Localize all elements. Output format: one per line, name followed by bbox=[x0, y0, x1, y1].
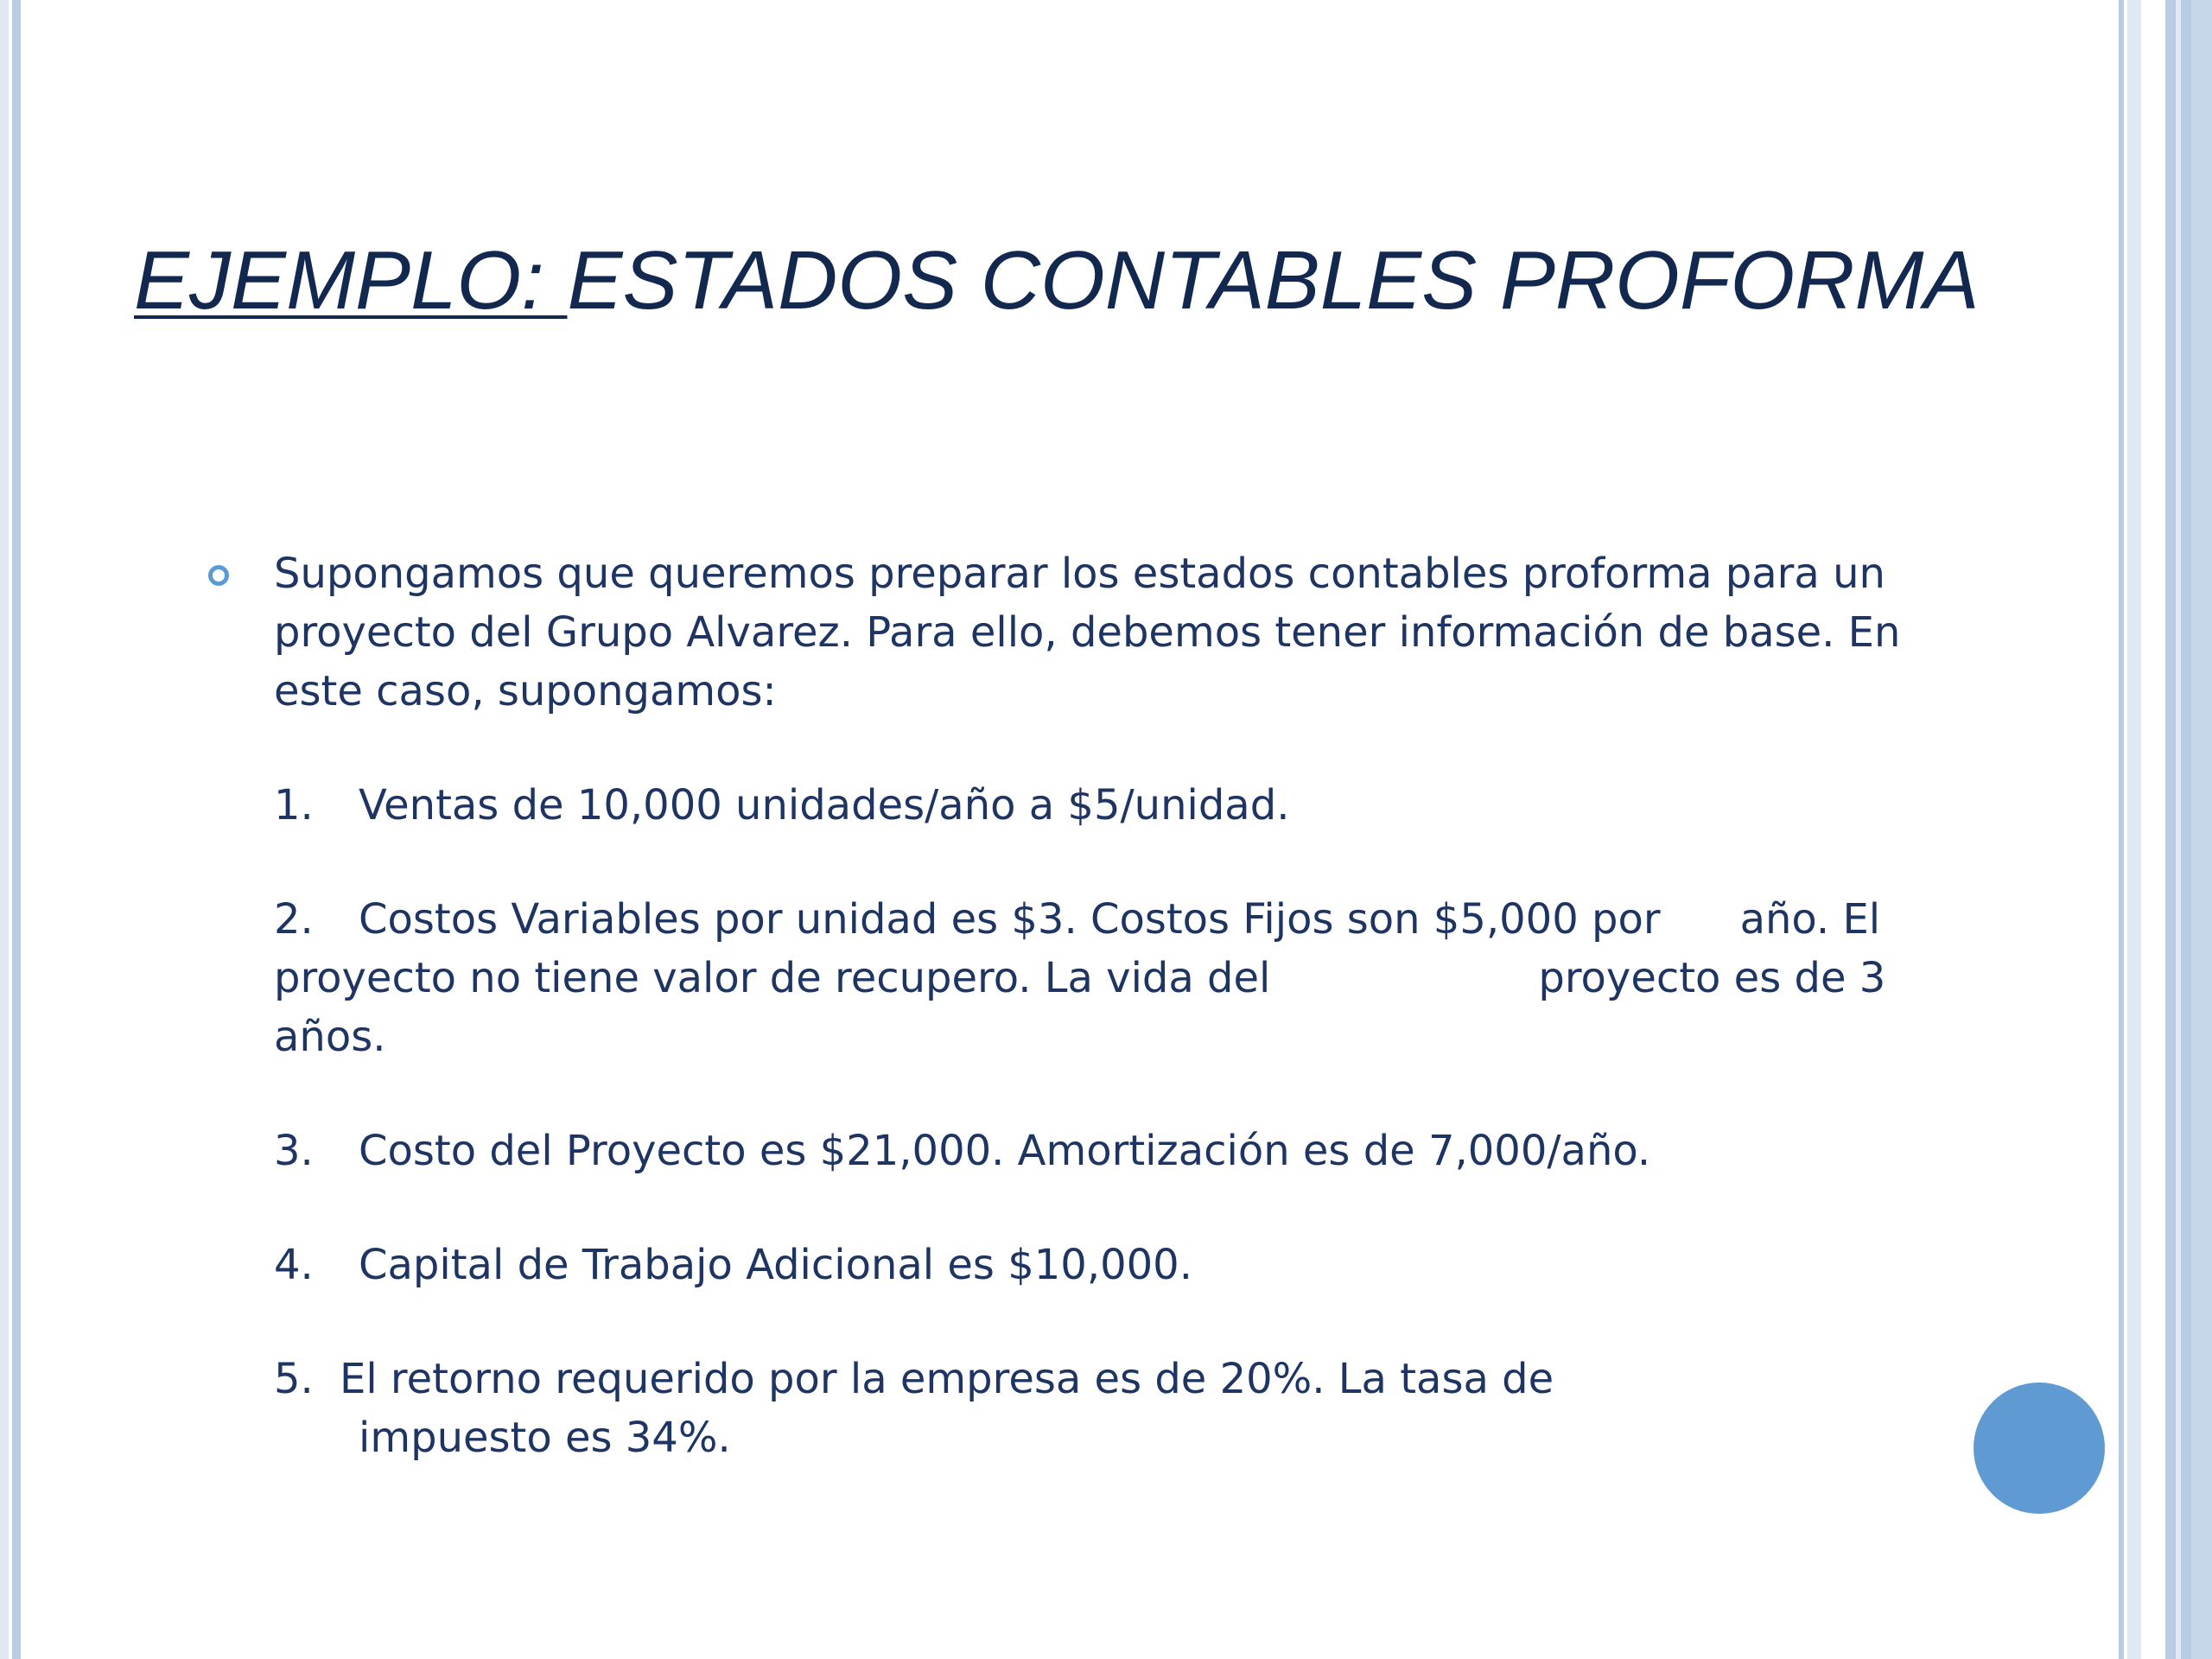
intro-paragraph bbox=[274, 544, 1942, 721]
item-text: años. bbox=[274, 1013, 386, 1061]
right-frame-stripe-6 bbox=[2181, 0, 2191, 1659]
right-frame-stripe-1 bbox=[2119, 0, 2124, 1659]
list-item-2 bbox=[274, 890, 1942, 1066]
item-text: Costo del Proyecto es $21,000. Amortización es de 7,000/año. bbox=[359, 1127, 1651, 1175]
right-frame-stripe-3 bbox=[2141, 0, 2165, 1659]
item-text: impuesto es 34%. bbox=[359, 1414, 731, 1462]
item-text: Capital de Trabajo Adicional es $10,000. bbox=[359, 1241, 1192, 1289]
slide-body bbox=[274, 544, 1942, 1467]
title-rest: ESTADOS CONTABLES PROFORMA bbox=[567, 234, 1980, 327]
circle-ornament bbox=[1974, 1382, 2105, 1514]
item-text: Costos Variables por unidad es $3. Costos Fijos son $5,000 por bbox=[359, 895, 1661, 944]
item-text: año. El bbox=[1739, 895, 1881, 944]
item-text: proyecto no tiene valor de recupero. La vida del bbox=[274, 954, 1271, 1002]
list-item-1 bbox=[274, 776, 1942, 835]
left-frame-stripe-inner bbox=[12, 0, 21, 1659]
left-frame-stripe-outer bbox=[0, 0, 9, 1659]
ring-bullet-icon bbox=[208, 565, 229, 586]
item-number: 1. bbox=[274, 781, 314, 830]
list-item-5 bbox=[274, 1350, 1942, 1467]
right-frame-stripe-2 bbox=[2127, 0, 2141, 1659]
right-frame-stripe-4 bbox=[2165, 0, 2176, 1659]
item-number: 2. bbox=[274, 895, 314, 944]
item-text: proyecto es de 3 bbox=[1538, 954, 1886, 1002]
intro-text: Supongamos que queremos preparar los estados contables proforma para un proyecto del Grupo Alvarez. Para ello, debemos tener información de base. En este caso, supongamos: bbox=[274, 550, 1901, 715]
item-number: 4. bbox=[274, 1241, 314, 1289]
list-item-3 bbox=[274, 1122, 1942, 1180]
item-number: 5. bbox=[274, 1355, 314, 1403]
title-underlined-part: EJEMPLO: bbox=[134, 234, 568, 327]
item-text: El retorno requerido por la empresa es de 20%. La tasa de bbox=[340, 1355, 1554, 1403]
slide-title bbox=[134, 233, 1979, 328]
list-item-4 bbox=[274, 1236, 1942, 1294]
right-frame-stripe-7 bbox=[2191, 0, 2212, 1659]
item-number: 3. bbox=[274, 1127, 314, 1175]
item-text: Ventas de 10,000 unidades/año a $5/unidad. bbox=[359, 781, 1290, 830]
